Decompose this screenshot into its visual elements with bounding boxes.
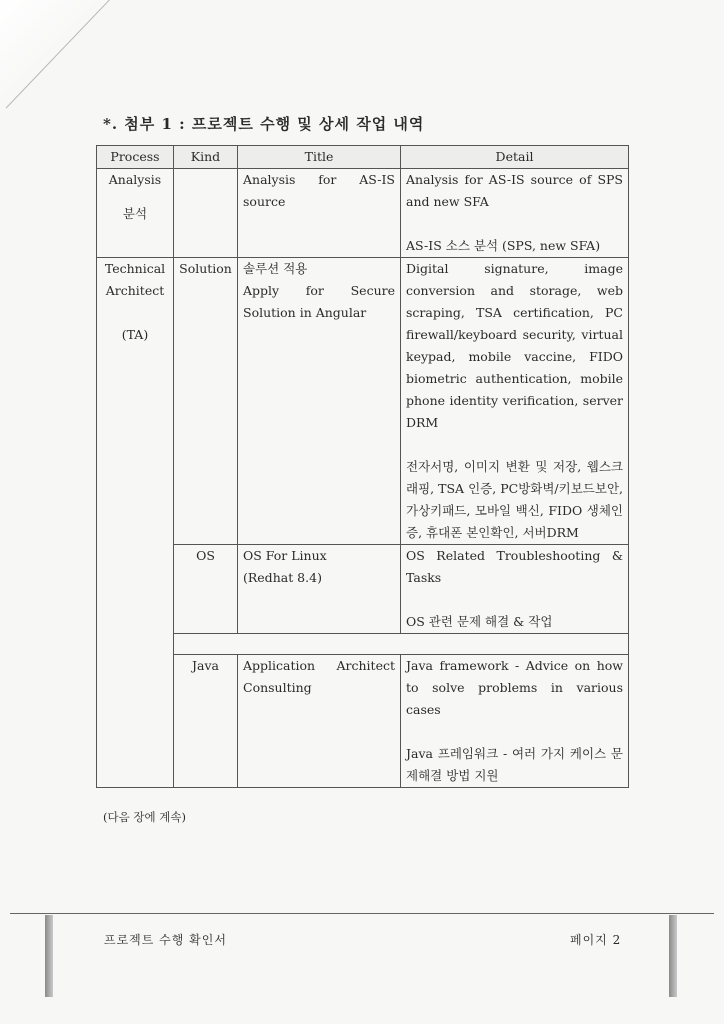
header-title: Title: [238, 146, 401, 169]
title-os: [238, 545, 401, 634]
header-process: Process: [97, 146, 174, 169]
detail-analysis-ko: AS-IS 소스 분석 (SPS, new SFA): [406, 238, 601, 253]
attachment-heading: *. 첨부 1 : 프로젝트 수행 및 상세 작업 내역: [103, 115, 425, 133]
process-analysis-en: Analysis: [108, 172, 162, 187]
table-row-solution: [97, 258, 629, 545]
detail-java-ko: Java 프레임워크 - 여러 가지 케이스 문제해결 방법 지원: [406, 746, 623, 783]
detail-solution-ko: 전자서명, 이미지 변환 및 저장, 웹스크래핑, TSA 인증, PC방화벽/키보드보안, 가상키패드, 모바일 백신, FIDO 생체인증, 휴대폰 본인확인, 서버DRM: [406, 459, 623, 540]
kind-os: OS: [174, 545, 238, 634]
process-analysis-ko: 분석: [122, 206, 148, 221]
detail-analysis-en: Analysis for AS-IS source of SPS and new SFA: [406, 172, 623, 209]
title-os-line2: (Redhat 8.4): [243, 570, 322, 585]
detail-java: [401, 655, 629, 788]
project-detail-table: [96, 145, 629, 788]
detail-solution: [401, 258, 629, 545]
header-kind: Kind: [174, 146, 238, 169]
footer-left-bar: [45, 915, 53, 997]
process-analysis: [97, 169, 174, 258]
kind-java: Java: [174, 655, 238, 788]
continued-note: (다음 장에 계속): [103, 810, 186, 824]
detail-solution-en: Digital signature, image conversion and storage, web scraping, TSA certification, PC firewall/keyboard security, virtual keypad, mobile vaccine, FIDO biometric authentication, mobile phone identity verification, server DRM: [406, 261, 623, 430]
title-os-line1: OS For Linux: [243, 548, 327, 563]
detail-os-en: OS Related Troubleshooting & Tasks: [406, 548, 623, 585]
detail-java-en: Java framework - Advice on how to solve problems in various cases: [406, 658, 623, 717]
table-row-java: [97, 655, 629, 788]
process-ta-line1: Technical: [104, 261, 166, 276]
spacer-cell: [174, 634, 629, 655]
footer-right-bar: [669, 915, 677, 997]
process-ta-line2: Architect: [105, 283, 165, 298]
title-analysis: Analysis for AS-IS source: [238, 169, 401, 258]
detail-os: [401, 545, 629, 634]
footer-page-number: 페이지 2: [570, 933, 622, 947]
table-row-analysis: [97, 169, 629, 258]
footer-divider: [10, 913, 714, 914]
footer-document-title: 프로젝트 수행 확인서: [104, 933, 227, 947]
table-row-spacer: [97, 634, 629, 655]
kind-analysis: [174, 169, 238, 258]
detail-os-ko: OS 관련 문제 해결 & 작업: [406, 614, 553, 629]
header-detail: Detail: [401, 146, 629, 169]
process-ta: [97, 258, 174, 788]
table-row-os: [97, 545, 629, 634]
table-header-row: [97, 146, 629, 169]
title-solution-ko: 솔루션 적용: [243, 261, 308, 276]
title-java: Application Architect Consulting: [238, 655, 401, 788]
title-solution: [238, 258, 401, 545]
process-ta-abbr: (TA): [121, 327, 149, 342]
kind-solution: Solution: [174, 258, 238, 545]
detail-analysis: [401, 169, 629, 258]
title-solution-en: Apply for Secure Solution in Angular: [243, 283, 395, 320]
